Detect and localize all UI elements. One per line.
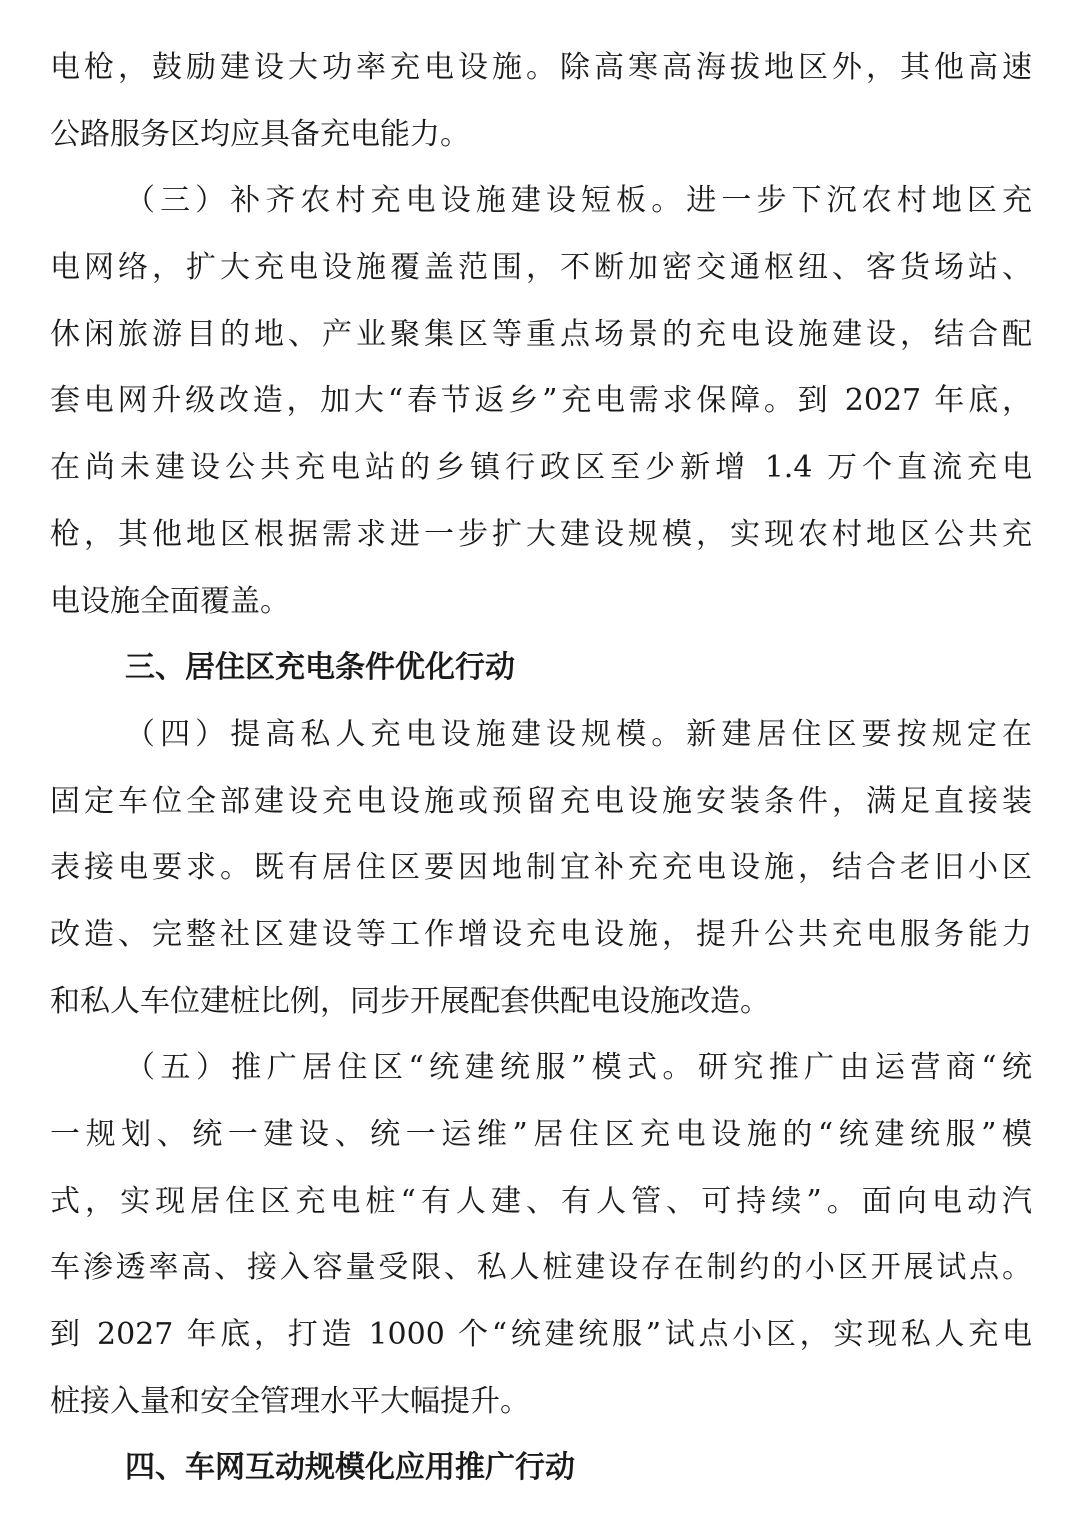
paragraph-line: 在尚未建设公共充电站的乡镇行政区至少新增 1.4 万个直流充电 xyxy=(50,450,1032,486)
paragraph-line: 车渗透率高、接入容量受限、私人桩建设存在制约的小区开展试点。 xyxy=(50,1250,1032,1286)
paragraph-line: 改造、完整社区建设等工作增设充电设施，提升公共充电服务能力 xyxy=(50,916,1032,952)
paragraph-line: 枪，其他地区根据需求进一步扩大建设规模，实现农村地区公共充 xyxy=(50,516,1032,552)
paragraph-line: 固定车位全部建设充电设施或预留充电设施安装条件，满足直接装 xyxy=(50,783,1032,819)
section-heading-3: 三、居住区充电条件优化行动 xyxy=(125,650,515,686)
paragraph-line: 休闲旅游目的地、产业聚集区等重点场景的充电设施建设，结合配 xyxy=(50,316,1032,352)
subsection-line-4: （四）提高私人充电设施建设规模。新建居住区要按规定在 xyxy=(125,716,1032,752)
paragraph-line: 和私人车位建桩比例，同步开展配套供配电设施改造。 xyxy=(50,983,770,1019)
paragraph-line: 电枪，鼓励建设大功率充电设施。除高寒高海拔地区外，其他高速 xyxy=(50,50,1032,85)
paragraph-line: 表接电要求。既有居住区要因地制宜补充充电设施，结合老旧小区 xyxy=(50,850,1032,886)
paragraph-line: 电设施全面覆盖。 xyxy=(50,583,290,619)
paragraph-line: 式，实现居住区充电桩“有人建、有人管、可持续”。面向电动汽 xyxy=(50,1183,1032,1219)
section-heading-4: 四、车网互动规模化应用推广行动 xyxy=(125,1450,575,1486)
paragraph-line: 套电网升级改造，加大“春节返乡”充电需求保障。到 2027 年底， xyxy=(50,383,1032,419)
paragraph-line: 到 2027 年底，打造 1000 个“统建统服”试点小区，实现私人充电 xyxy=(50,1317,1032,1353)
paragraph-line: 桩接入量和安全管理水平大幅提升。 xyxy=(50,1383,530,1419)
paragraph-line: 一规划、统一建设、统一运维”居住区充电设施的“统建统服”模 xyxy=(50,1117,1032,1152)
paragraph-line: 电网络，扩大充电设施覆盖范围，不断加密交通枢纽、客货场站、 xyxy=(50,250,1032,286)
document-page xyxy=(50,35,1032,1502)
paragraph-line: 公路服务区均应具备充电能力。 xyxy=(50,116,470,152)
subsection-line-3: （三）补齐农村充电设施建设短板。进一步下沉农村地区充 xyxy=(125,183,1032,219)
subsection-line-5: （五）推广居住区“统建统服”模式。研究推广由运营商“统 xyxy=(125,1050,1032,1086)
